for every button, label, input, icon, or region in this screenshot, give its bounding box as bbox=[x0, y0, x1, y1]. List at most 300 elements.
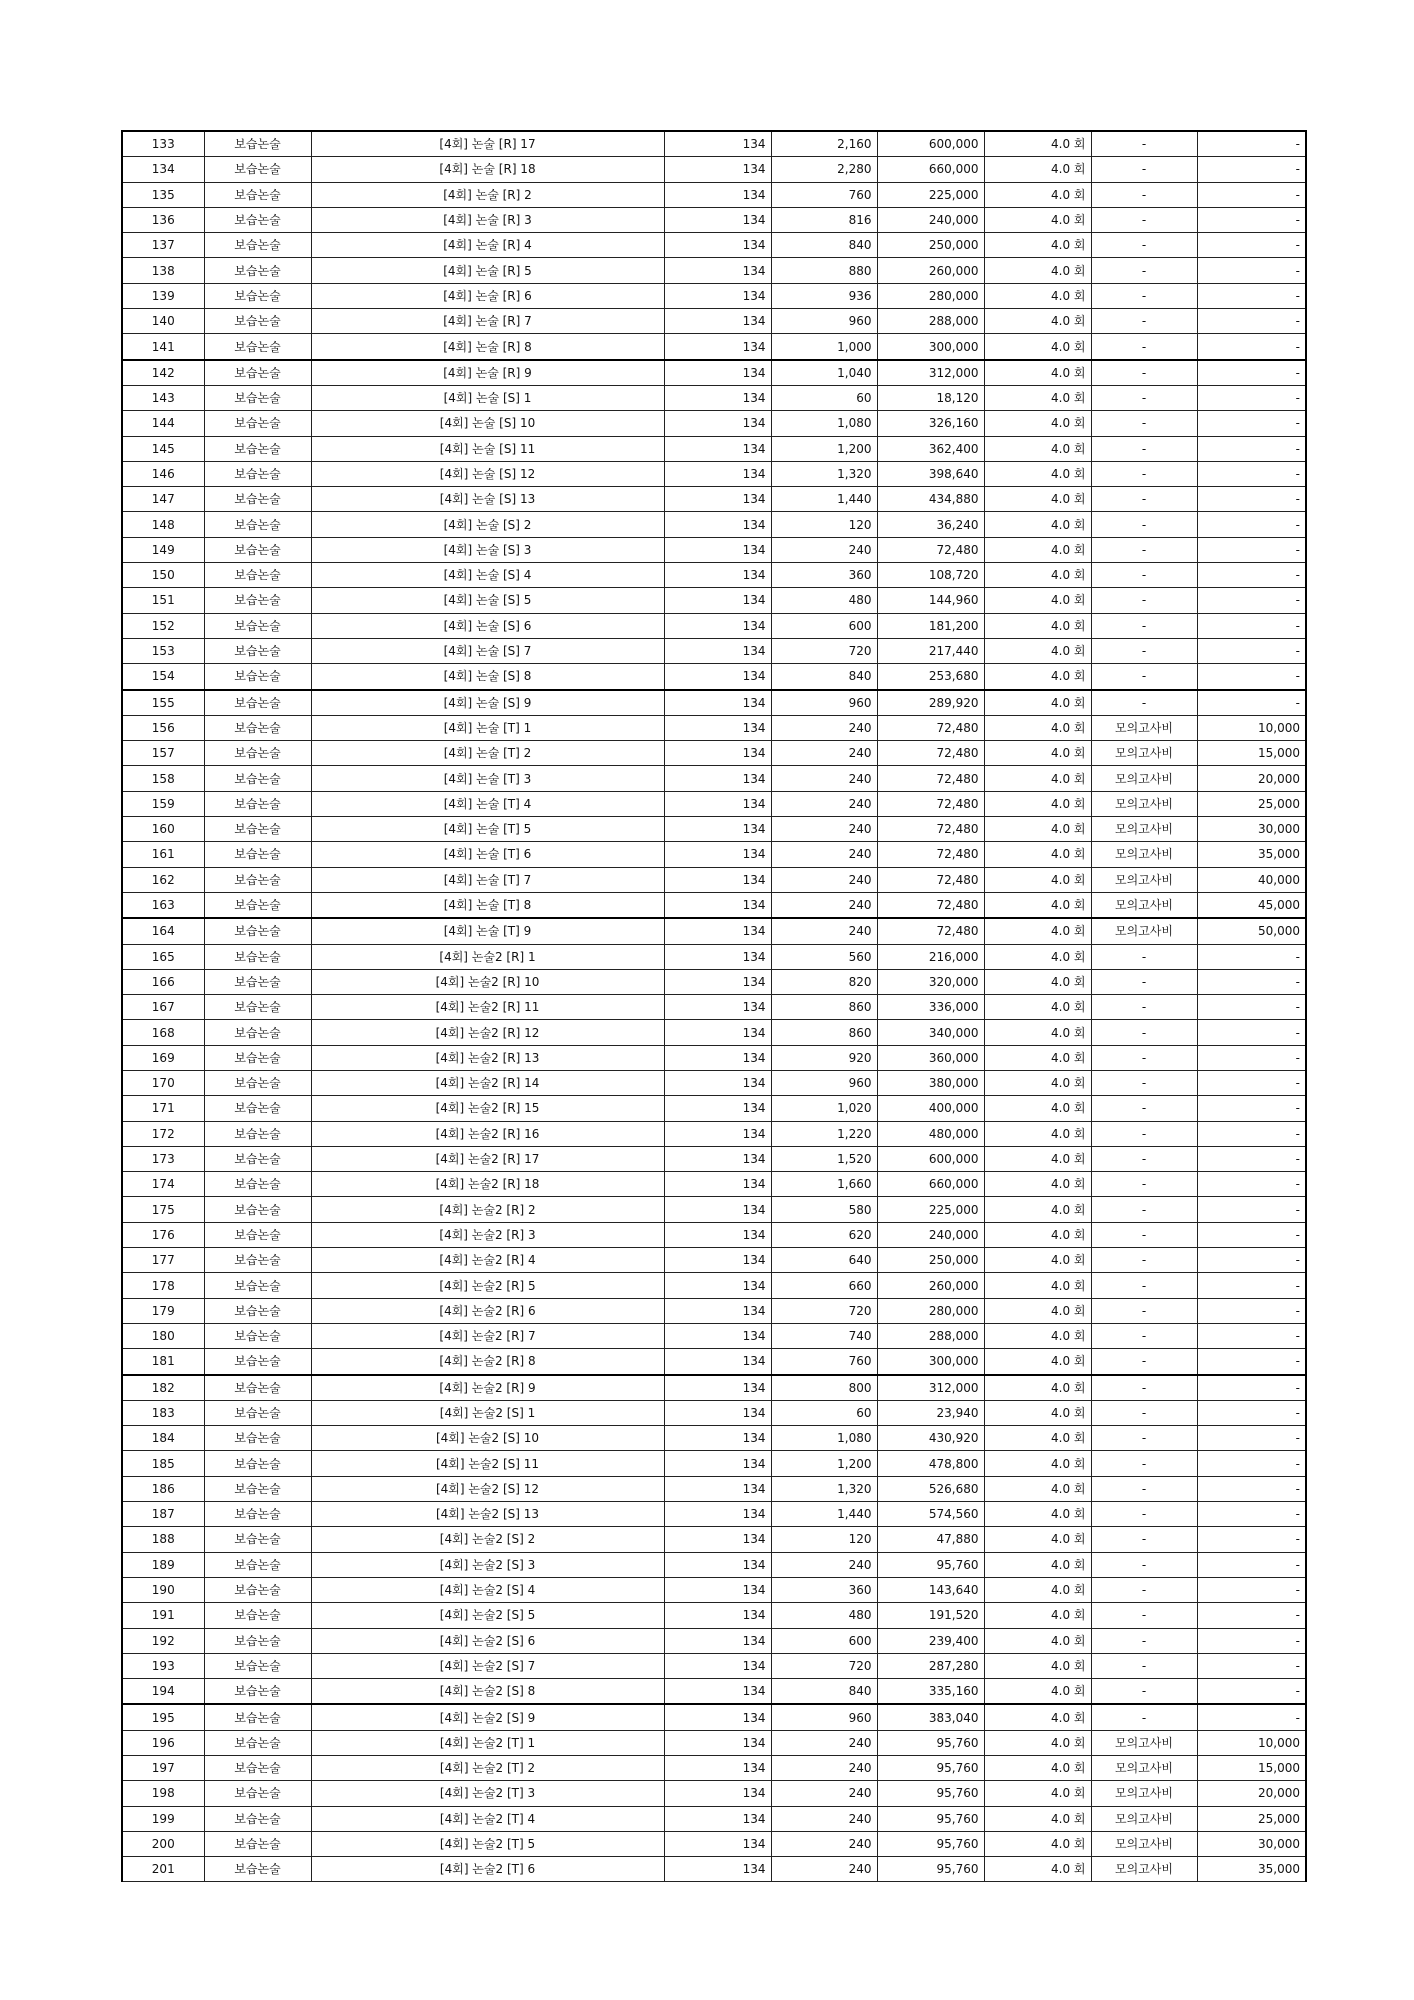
tuition-cell: 253,680 bbox=[877, 664, 984, 690]
minutes-cell: 960 bbox=[771, 690, 877, 716]
category-cell: 보습논술 bbox=[204, 918, 311, 944]
category-cell: 보습논술 bbox=[204, 487, 311, 512]
category-cell: 보습논술 bbox=[204, 1172, 311, 1197]
row-number-cell: 159 bbox=[122, 791, 204, 816]
sessions-cell: 4.0 회 bbox=[984, 1730, 1091, 1755]
tuition-cell: 287,280 bbox=[877, 1653, 984, 1678]
row-number-cell: 148 bbox=[122, 512, 204, 537]
category-cell: 보습논술 bbox=[204, 537, 311, 562]
extra-fee-type-cell: - bbox=[1091, 1070, 1197, 1095]
minutes-cell: 1,220 bbox=[771, 1121, 877, 1146]
row-number-cell: 168 bbox=[122, 1020, 204, 1045]
code-cell: 134 bbox=[664, 1527, 771, 1552]
minutes-cell: 240 bbox=[771, 817, 877, 842]
category-cell: 보습논술 bbox=[204, 1628, 311, 1653]
extra-fee-type-cell: - bbox=[1091, 207, 1197, 232]
course-name-cell: [4회] 논술 [S] 2 bbox=[311, 512, 664, 537]
code-cell: 134 bbox=[664, 258, 771, 283]
tuition-cell: 72,480 bbox=[877, 892, 984, 918]
course-name-cell: [4회] 논술2 [R] 4 bbox=[311, 1248, 664, 1273]
sessions-cell: 4.0 회 bbox=[984, 411, 1091, 436]
course-name-cell: [4회] 논술2 [S] 5 bbox=[311, 1603, 664, 1628]
extra-fee-amount-cell: 30,000 bbox=[1197, 1831, 1306, 1856]
course-name-cell: [4회] 논술 [T] 7 bbox=[311, 867, 664, 892]
code-cell: 134 bbox=[664, 892, 771, 918]
sessions-cell: 4.0 회 bbox=[984, 613, 1091, 638]
extra-fee-type-cell: - bbox=[1091, 1527, 1197, 1552]
table-row bbox=[122, 1222, 1306, 1247]
table-row bbox=[122, 969, 1306, 994]
sessions-cell: 4.0 회 bbox=[984, 791, 1091, 816]
category-cell: 보습논술 bbox=[204, 1400, 311, 1425]
tuition-cell: 72,480 bbox=[877, 918, 984, 944]
extra-fee-amount-cell: 20,000 bbox=[1197, 1781, 1306, 1806]
minutes-cell: 1,080 bbox=[771, 1426, 877, 1451]
row-number-cell: 171 bbox=[122, 1096, 204, 1121]
extra-fee-type-cell: - bbox=[1091, 1628, 1197, 1653]
sessions-cell: 4.0 회 bbox=[984, 817, 1091, 842]
extra-fee-type-cell: 모의고사비 bbox=[1091, 1730, 1197, 1755]
sessions-cell: 4.0 회 bbox=[984, 1070, 1091, 1095]
sessions-cell: 4.0 회 bbox=[984, 1020, 1091, 1045]
category-cell: 보습논술 bbox=[204, 182, 311, 207]
sessions-cell: 4.0 회 bbox=[984, 1375, 1091, 1401]
category-cell: 보습논술 bbox=[204, 207, 311, 232]
sessions-cell: 4.0 회 bbox=[984, 1400, 1091, 1425]
category-cell: 보습논술 bbox=[204, 1577, 311, 1602]
row-number-cell: 167 bbox=[122, 995, 204, 1020]
minutes-cell: 240 bbox=[771, 1552, 877, 1577]
row-number-cell: 201 bbox=[122, 1857, 204, 1882]
minutes-cell: 920 bbox=[771, 1045, 877, 1070]
table-row bbox=[122, 817, 1306, 842]
table-row bbox=[122, 1451, 1306, 1476]
tuition-cell: 383,040 bbox=[877, 1704, 984, 1730]
table-row bbox=[122, 334, 1306, 360]
sessions-cell: 4.0 회 bbox=[984, 283, 1091, 308]
category-cell: 보습논술 bbox=[204, 1273, 311, 1298]
code-cell: 134 bbox=[664, 283, 771, 308]
course-name-cell: [4회] 논술2 [R] 7 bbox=[311, 1323, 664, 1348]
category-cell: 보습논술 bbox=[204, 1781, 311, 1806]
extra-fee-amount-cell: - bbox=[1197, 436, 1306, 461]
row-number-cell: 200 bbox=[122, 1831, 204, 1856]
tuition-cell: 72,480 bbox=[877, 842, 984, 867]
extra-fee-amount-cell: - bbox=[1197, 1451, 1306, 1476]
course-name-cell: [4회] 논술 [T] 2 bbox=[311, 741, 664, 766]
code-cell: 134 bbox=[664, 1146, 771, 1171]
row-number-cell: 145 bbox=[122, 436, 204, 461]
extra-fee-amount-cell: - bbox=[1197, 1400, 1306, 1425]
sessions-cell: 4.0 회 bbox=[984, 487, 1091, 512]
minutes-cell: 2,280 bbox=[771, 157, 877, 182]
sessions-cell: 4.0 회 bbox=[984, 1273, 1091, 1298]
course-name-cell: [4회] 논술 [S] 12 bbox=[311, 461, 664, 486]
tuition-cell: 434,880 bbox=[877, 487, 984, 512]
course-name-cell: [4회] 논술2 [R] 17 bbox=[311, 1146, 664, 1171]
sessions-cell: 4.0 회 bbox=[984, 385, 1091, 410]
sessions-cell: 4.0 회 bbox=[984, 892, 1091, 918]
course-name-cell: [4회] 논술 [R] 4 bbox=[311, 233, 664, 258]
tuition-cell: 225,000 bbox=[877, 182, 984, 207]
extra-fee-amount-cell: - bbox=[1197, 613, 1306, 638]
minutes-cell: 580 bbox=[771, 1197, 877, 1222]
minutes-cell: 720 bbox=[771, 1653, 877, 1678]
extra-fee-type-cell: - bbox=[1091, 1197, 1197, 1222]
category-cell: 보습논술 bbox=[204, 664, 311, 690]
tuition-cell: 300,000 bbox=[877, 1349, 984, 1375]
extra-fee-amount-cell: - bbox=[1197, 1552, 1306, 1577]
category-cell: 보습논술 bbox=[204, 1806, 311, 1831]
extra-fee-type-cell: - bbox=[1091, 258, 1197, 283]
row-number-cell: 199 bbox=[122, 1806, 204, 1831]
extra-fee-type-cell: - bbox=[1091, 563, 1197, 588]
table-row bbox=[122, 512, 1306, 537]
code-cell: 134 bbox=[664, 1070, 771, 1095]
tuition-cell: 72,480 bbox=[877, 766, 984, 791]
code-cell: 134 bbox=[664, 537, 771, 562]
tuition-cell: 143,640 bbox=[877, 1577, 984, 1602]
code-cell: 134 bbox=[664, 360, 771, 386]
table-row bbox=[122, 944, 1306, 969]
table-row bbox=[122, 436, 1306, 461]
minutes-cell: 480 bbox=[771, 1603, 877, 1628]
tuition-cell: 280,000 bbox=[877, 283, 984, 308]
extra-fee-amount-cell: 15,000 bbox=[1197, 1756, 1306, 1781]
tuition-cell: 250,000 bbox=[877, 233, 984, 258]
course-name-cell: [4회] 논술2 [S] 4 bbox=[311, 1577, 664, 1602]
course-name-cell: [4회] 논술2 [R] 9 bbox=[311, 1375, 664, 1401]
table-row bbox=[122, 1857, 1306, 1882]
code-cell: 134 bbox=[664, 1121, 771, 1146]
course-name-cell: [4회] 논술 [R] 9 bbox=[311, 360, 664, 386]
extra-fee-type-cell: - bbox=[1091, 995, 1197, 1020]
table-row bbox=[122, 1628, 1306, 1653]
extra-fee-amount-cell: - bbox=[1197, 1426, 1306, 1451]
extra-fee-type-cell: - bbox=[1091, 1400, 1197, 1425]
extra-fee-amount-cell: - bbox=[1197, 1603, 1306, 1628]
row-number-cell: 162 bbox=[122, 867, 204, 892]
row-number-cell: 155 bbox=[122, 690, 204, 716]
fee-table-body bbox=[122, 131, 1306, 1882]
extra-fee-type-cell: - bbox=[1091, 411, 1197, 436]
minutes-cell: 240 bbox=[771, 867, 877, 892]
code-cell: 134 bbox=[664, 842, 771, 867]
row-number-cell: 152 bbox=[122, 613, 204, 638]
row-number-cell: 161 bbox=[122, 842, 204, 867]
code-cell: 134 bbox=[664, 766, 771, 791]
code-cell: 134 bbox=[664, 1628, 771, 1653]
course-name-cell: [4회] 논술2 [S] 12 bbox=[311, 1476, 664, 1501]
tuition-cell: 320,000 bbox=[877, 969, 984, 994]
extra-fee-type-cell: 모의고사비 bbox=[1091, 766, 1197, 791]
sessions-cell: 4.0 회 bbox=[984, 1197, 1091, 1222]
extra-fee-type-cell: - bbox=[1091, 436, 1197, 461]
row-number-cell: 183 bbox=[122, 1400, 204, 1425]
code-cell: 134 bbox=[664, 918, 771, 944]
sessions-cell: 4.0 회 bbox=[984, 258, 1091, 283]
minutes-cell: 800 bbox=[771, 1375, 877, 1401]
extra-fee-amount-cell: - bbox=[1197, 1197, 1306, 1222]
table-row bbox=[122, 613, 1306, 638]
extra-fee-amount-cell: - bbox=[1197, 1172, 1306, 1197]
course-name-cell: [4회] 논술 [R] 18 bbox=[311, 157, 664, 182]
sessions-cell: 4.0 회 bbox=[984, 1603, 1091, 1628]
table-row bbox=[122, 1400, 1306, 1425]
tuition-cell: 600,000 bbox=[877, 1146, 984, 1171]
minutes-cell: 1,200 bbox=[771, 436, 877, 461]
extra-fee-type-cell: - bbox=[1091, 1577, 1197, 1602]
extra-fee-type-cell: - bbox=[1091, 1502, 1197, 1527]
sessions-cell: 4.0 회 bbox=[984, 537, 1091, 562]
minutes-cell: 240 bbox=[771, 1730, 877, 1755]
code-cell: 134 bbox=[664, 715, 771, 740]
extra-fee-type-cell: 모의고사비 bbox=[1091, 1806, 1197, 1831]
tuition-cell: 95,760 bbox=[877, 1552, 984, 1577]
category-cell: 보습논술 bbox=[204, 360, 311, 386]
category-cell: 보습논술 bbox=[204, 715, 311, 740]
minutes-cell: 1,200 bbox=[771, 1451, 877, 1476]
table-row bbox=[122, 741, 1306, 766]
table-row bbox=[122, 563, 1306, 588]
row-number-cell: 136 bbox=[122, 207, 204, 232]
extra-fee-amount-cell: - bbox=[1197, 1628, 1306, 1653]
category-cell: 보습논술 bbox=[204, 1323, 311, 1348]
course-name-cell: [4회] 논술2 [T] 2 bbox=[311, 1756, 664, 1781]
table-row bbox=[122, 1476, 1306, 1501]
minutes-cell: 360 bbox=[771, 563, 877, 588]
table-row bbox=[122, 1349, 1306, 1375]
minutes-cell: 740 bbox=[771, 1323, 877, 1348]
extra-fee-type-cell: 모의고사비 bbox=[1091, 892, 1197, 918]
category-cell: 보습논술 bbox=[204, 1756, 311, 1781]
course-name-cell: [4회] 논술2 [T] 3 bbox=[311, 1781, 664, 1806]
extra-fee-amount-cell: - bbox=[1197, 1121, 1306, 1146]
sessions-cell: 4.0 회 bbox=[984, 1426, 1091, 1451]
row-number-cell: 135 bbox=[122, 182, 204, 207]
tuition-cell: 526,680 bbox=[877, 1476, 984, 1501]
row-number-cell: 177 bbox=[122, 1248, 204, 1273]
minutes-cell: 360 bbox=[771, 1577, 877, 1602]
code-cell: 134 bbox=[664, 157, 771, 182]
category-cell: 보습논술 bbox=[204, 1096, 311, 1121]
row-number-cell: 185 bbox=[122, 1451, 204, 1476]
extra-fee-type-cell: 모의고사비 bbox=[1091, 791, 1197, 816]
extra-fee-type-cell: - bbox=[1091, 638, 1197, 663]
extra-fee-amount-cell: 10,000 bbox=[1197, 1730, 1306, 1755]
category-cell: 보습논술 bbox=[204, 385, 311, 410]
sessions-cell: 4.0 회 bbox=[984, 918, 1091, 944]
row-number-cell: 147 bbox=[122, 487, 204, 512]
sessions-cell: 4.0 회 bbox=[984, 233, 1091, 258]
tuition-cell: 240,000 bbox=[877, 1222, 984, 1247]
table-row bbox=[122, 1070, 1306, 1095]
extra-fee-amount-cell: - bbox=[1197, 1298, 1306, 1323]
table-row bbox=[122, 1806, 1306, 1831]
sessions-cell: 4.0 회 bbox=[984, 995, 1091, 1020]
category-cell: 보습논술 bbox=[204, 638, 311, 663]
category-cell: 보습논술 bbox=[204, 436, 311, 461]
extra-fee-type-cell: 모의고사비 bbox=[1091, 715, 1197, 740]
minutes-cell: 860 bbox=[771, 995, 877, 1020]
row-number-cell: 186 bbox=[122, 1476, 204, 1501]
extra-fee-type-cell: 모의고사비 bbox=[1091, 1756, 1197, 1781]
minutes-cell: 120 bbox=[771, 512, 877, 537]
code-cell: 134 bbox=[664, 182, 771, 207]
code-cell: 134 bbox=[664, 411, 771, 436]
code-cell: 134 bbox=[664, 563, 771, 588]
minutes-cell: 840 bbox=[771, 1679, 877, 1705]
extra-fee-amount-cell: - bbox=[1197, 258, 1306, 283]
extra-fee-type-cell: - bbox=[1091, 1323, 1197, 1348]
extra-fee-amount-cell: - bbox=[1197, 207, 1306, 232]
sessions-cell: 4.0 회 bbox=[984, 1121, 1091, 1146]
course-name-cell: [4회] 논술 [S] 11 bbox=[311, 436, 664, 461]
course-name-cell: [4회] 논술2 [T] 1 bbox=[311, 1730, 664, 1755]
extra-fee-amount-cell: 45,000 bbox=[1197, 892, 1306, 918]
course-name-cell: [4회] 논술 [S] 8 bbox=[311, 664, 664, 690]
course-name-cell: [4회] 논술 [S] 4 bbox=[311, 563, 664, 588]
code-cell: 134 bbox=[664, 664, 771, 690]
sessions-cell: 4.0 회 bbox=[984, 157, 1091, 182]
extra-fee-type-cell: 모의고사비 bbox=[1091, 918, 1197, 944]
table-row bbox=[122, 766, 1306, 791]
extra-fee-type-cell: - bbox=[1091, 1603, 1197, 1628]
category-cell: 보습논술 bbox=[204, 892, 311, 918]
extra-fee-amount-cell: - bbox=[1197, 995, 1306, 1020]
row-number-cell: 137 bbox=[122, 233, 204, 258]
course-name-cell: [4회] 논술2 [R] 8 bbox=[311, 1349, 664, 1375]
code-cell: 134 bbox=[664, 385, 771, 410]
category-cell: 보습논술 bbox=[204, 867, 311, 892]
tuition-cell: 260,000 bbox=[877, 1273, 984, 1298]
row-number-cell: 151 bbox=[122, 588, 204, 613]
course-name-cell: [4회] 논술2 [S] 10 bbox=[311, 1426, 664, 1451]
course-name-cell: [4회] 논술2 [R] 1 bbox=[311, 944, 664, 969]
tuition-cell: 72,480 bbox=[877, 817, 984, 842]
course-name-cell: [4회] 논술 [R] 2 bbox=[311, 182, 664, 207]
table-row bbox=[122, 892, 1306, 918]
code-cell: 134 bbox=[664, 461, 771, 486]
sessions-cell: 4.0 회 bbox=[984, 1704, 1091, 1730]
minutes-cell: 620 bbox=[771, 1222, 877, 1247]
table-row bbox=[122, 995, 1306, 1020]
code-cell: 134 bbox=[664, 1273, 771, 1298]
code-cell: 134 bbox=[664, 1831, 771, 1856]
table-row bbox=[122, 1552, 1306, 1577]
minutes-cell: 120 bbox=[771, 1527, 877, 1552]
course-name-cell: [4회] 논술 [S] 1 bbox=[311, 385, 664, 410]
extra-fee-amount-cell: - bbox=[1197, 1349, 1306, 1375]
code-cell: 134 bbox=[664, 690, 771, 716]
sessions-cell: 4.0 회 bbox=[984, 1781, 1091, 1806]
minutes-cell: 480 bbox=[771, 588, 877, 613]
sessions-cell: 4.0 회 bbox=[984, 1298, 1091, 1323]
extra-fee-amount-cell: - bbox=[1197, 1020, 1306, 1045]
category-cell: 보습논술 bbox=[204, 1730, 311, 1755]
extra-fee-amount-cell: - bbox=[1197, 1045, 1306, 1070]
tuition-cell: 95,760 bbox=[877, 1857, 984, 1882]
extra-fee-amount-cell: - bbox=[1197, 157, 1306, 182]
code-cell: 134 bbox=[664, 817, 771, 842]
table-row bbox=[122, 1426, 1306, 1451]
row-number-cell: 188 bbox=[122, 1527, 204, 1552]
sessions-cell: 4.0 회 bbox=[984, 1323, 1091, 1348]
extra-fee-amount-cell: - bbox=[1197, 461, 1306, 486]
minutes-cell: 240 bbox=[771, 1756, 877, 1781]
category-cell: 보습논술 bbox=[204, 1426, 311, 1451]
extra-fee-amount-cell: - bbox=[1197, 1323, 1306, 1348]
extra-fee-amount-cell: - bbox=[1197, 309, 1306, 334]
minutes-cell: 240 bbox=[771, 918, 877, 944]
code-cell: 134 bbox=[664, 1045, 771, 1070]
table-row bbox=[122, 1502, 1306, 1527]
extra-fee-type-cell: - bbox=[1091, 1172, 1197, 1197]
row-number-cell: 170 bbox=[122, 1070, 204, 1095]
table-row bbox=[122, 258, 1306, 283]
row-number-cell: 197 bbox=[122, 1756, 204, 1781]
extra-fee-amount-cell: - bbox=[1197, 1096, 1306, 1121]
category-cell: 보습논술 bbox=[204, 1527, 311, 1552]
extra-fee-type-cell: - bbox=[1091, 1349, 1197, 1375]
extra-fee-type-cell: - bbox=[1091, 588, 1197, 613]
sessions-cell: 4.0 회 bbox=[984, 741, 1091, 766]
code-cell: 134 bbox=[664, 1020, 771, 1045]
course-name-cell: [4회] 논술 [S] 3 bbox=[311, 537, 664, 562]
tuition-cell: 36,240 bbox=[877, 512, 984, 537]
sessions-cell: 4.0 회 bbox=[984, 969, 1091, 994]
tuition-cell: 95,760 bbox=[877, 1730, 984, 1755]
minutes-cell: 720 bbox=[771, 1298, 877, 1323]
minutes-cell: 240 bbox=[771, 1857, 877, 1882]
category-cell: 보습논술 bbox=[204, 1552, 311, 1577]
extra-fee-amount-cell: 35,000 bbox=[1197, 1857, 1306, 1882]
tuition-cell: 398,640 bbox=[877, 461, 984, 486]
category-cell: 보습논술 bbox=[204, 791, 311, 816]
category-cell: 보습논술 bbox=[204, 131, 311, 157]
course-name-cell: [4회] 논술2 [T] 6 bbox=[311, 1857, 664, 1882]
extra-fee-amount-cell: 40,000 bbox=[1197, 867, 1306, 892]
code-cell: 134 bbox=[664, 1577, 771, 1602]
code-cell: 134 bbox=[664, 1172, 771, 1197]
extra-fee-amount-cell: 10,000 bbox=[1197, 715, 1306, 740]
table-row bbox=[122, 1323, 1306, 1348]
extra-fee-amount-cell: 15,000 bbox=[1197, 741, 1306, 766]
code-cell: 134 bbox=[664, 1426, 771, 1451]
extra-fee-type-cell: - bbox=[1091, 360, 1197, 386]
category-cell: 보습논술 bbox=[204, 1831, 311, 1856]
course-name-cell: [4회] 논술 [S] 6 bbox=[311, 613, 664, 638]
row-number-cell: 172 bbox=[122, 1121, 204, 1146]
row-number-cell: 139 bbox=[122, 283, 204, 308]
tuition-cell: 280,000 bbox=[877, 1298, 984, 1323]
code-cell: 134 bbox=[664, 969, 771, 994]
course-name-cell: [4회] 논술2 [T] 4 bbox=[311, 1806, 664, 1831]
table-row bbox=[122, 207, 1306, 232]
code-cell: 134 bbox=[664, 1375, 771, 1401]
sessions-cell: 4.0 회 bbox=[984, 1628, 1091, 1653]
sessions-cell: 4.0 회 bbox=[984, 309, 1091, 334]
code-cell: 134 bbox=[664, 944, 771, 969]
row-number-cell: 164 bbox=[122, 918, 204, 944]
sessions-cell: 4.0 회 bbox=[984, 1806, 1091, 1831]
sessions-cell: 4.0 회 bbox=[984, 461, 1091, 486]
row-number-cell: 138 bbox=[122, 258, 204, 283]
course-name-cell: [4회] 논술2 [R] 11 bbox=[311, 995, 664, 1020]
row-number-cell: 181 bbox=[122, 1349, 204, 1375]
extra-fee-amount-cell: - bbox=[1197, 1527, 1306, 1552]
course-name-cell: [4회] 논술2 [R] 14 bbox=[311, 1070, 664, 1095]
